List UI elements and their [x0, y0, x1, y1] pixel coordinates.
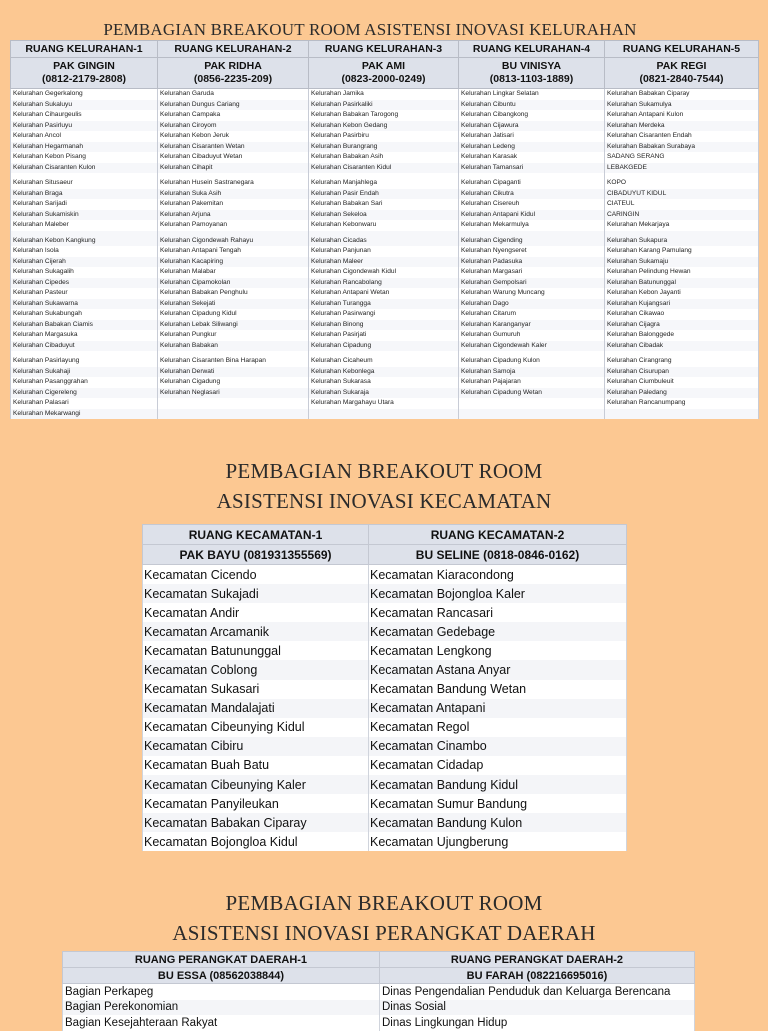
kecamatan-item: Kecamatan Antapani	[369, 699, 627, 718]
kelurahan-item: Kelurahan Cikutra	[459, 189, 605, 200]
kelurahan-item: Kelurahan Isola	[11, 246, 158, 257]
kelurahan-item: Kelurahan Cibadak	[605, 341, 759, 352]
kelurahan-item: Kelurahan Cibangkong	[459, 110, 605, 121]
kelurahan-item: Kelurahan Hegarmanah	[11, 142, 158, 153]
kelurahan-item: Kelurahan Ledeng	[459, 142, 605, 153]
perangkat-item: Bagian Kesejahteraan Rakyat	[63, 1015, 380, 1031]
kelurahan-item: Kelurahan Kebonlega	[309, 367, 459, 378]
kelurahan-item: Kelurahan Cisereuh	[459, 199, 605, 210]
kelurahan-item: Kelurahan Nyengseret	[459, 246, 605, 257]
kelurahan-item: Kelurahan Pasteur	[11, 288, 158, 299]
kelurahan-item: CIBADUYUT KIDUL	[605, 189, 759, 200]
kelurahan-item: Kelurahan Babakan Tarogong	[309, 110, 459, 121]
kelurahan-item: Kelurahan Sukarasa	[309, 377, 459, 388]
kelurahan-item: Kelurahan Cisaranten Wetan	[158, 142, 309, 153]
kecamatan-item: Kecamatan Lengkong	[369, 641, 627, 660]
kecamatan-item: Kecamatan Bandung Kulon	[369, 813, 627, 832]
kelurahan-item: Kelurahan Merdeka	[605, 121, 759, 132]
kelurahan-room-lead: PAK AMI (0823-2000-0249)	[309, 58, 459, 89]
kelurahan-item: Kelurahan Rancanumpang	[605, 398, 759, 409]
kelurahan-item: Kelurahan Babakan Asih	[309, 152, 459, 163]
kelurahan-item: Kelurahan Sukabungah	[11, 309, 158, 320]
kelurahan-item: Kelurahan Cipaganti	[459, 173, 605, 189]
kelurahan-item: Kelurahan Cicadas	[309, 231, 459, 247]
kelurahan-item: Kelurahan Citarum	[459, 309, 605, 320]
kecamatan-item: Kecamatan Bojongloa Kidul	[143, 832, 369, 851]
kelurahan-item: Kelurahan Garuda	[158, 89, 309, 100]
perangkat-item: Dinas Sosial	[380, 1000, 695, 1016]
perangkat-item: Bagian Perkapeg	[63, 984, 380, 1000]
kecamatan-item: Kecamatan Mandalajati	[143, 699, 369, 718]
kelurahan-item: Kelurahan Sukamiskin	[11, 210, 158, 221]
kelurahan-table	[10, 40, 759, 419]
kelurahan-item: Kelurahan Pasirjati	[309, 330, 459, 341]
kelurahan-item: Kelurahan Samoja	[459, 367, 605, 378]
kelurahan-item: Kelurahan Mekarjaya	[605, 220, 759, 231]
perangkat-room-lead: BU FARAH (082216695016)	[380, 968, 695, 984]
kelurahan-item: Kelurahan Balonggede	[605, 330, 759, 341]
kelurahan-item: Kelurahan Karasak	[459, 152, 605, 163]
kelurahan-item: Kelurahan Cisaranten Kulon	[11, 163, 158, 174]
kecamatan-table	[142, 524, 627, 851]
kecamatan-item: Kecamatan Ujungberung	[369, 832, 627, 851]
kecamatan-item: Kecamatan Regol	[369, 718, 627, 737]
kecamatan-item: Kecamatan Astana Anyar	[369, 660, 627, 679]
kelurahan-item: Kelurahan Suka Asih	[158, 189, 309, 200]
kelurahan-item: Kelurahan Antapani Wetan	[309, 288, 459, 299]
kelurahan-item: Kelurahan Cihaurgeulis	[11, 110, 158, 121]
kecamatan-room-header: RUANG KECAMATAN-1	[143, 525, 369, 545]
kelurahan-item: CIATEUL	[605, 199, 759, 210]
kelurahan-item: Kelurahan Sekejati	[158, 299, 309, 310]
kelurahan-item: Kelurahan Antapani Tengah	[158, 246, 309, 257]
kecamatan-item: Kecamatan Arcamanik	[143, 622, 369, 641]
kecamatan-item: Kecamatan Sumur Bandung	[369, 794, 627, 813]
kelurahan-item: Kelurahan Cipadung Kulon	[459, 351, 605, 367]
kelurahan-item: Kelurahan Cikawao	[605, 309, 759, 320]
kelurahan-item: Kelurahan Lingkar Selatan	[459, 89, 605, 100]
kelurahan-item: Kelurahan Babakan Ciamis	[11, 320, 158, 331]
kelurahan-item: Kelurahan Pasirwangi	[309, 309, 459, 320]
kecamatan-room-lead: PAK BAYU (081931355569)	[143, 545, 369, 565]
kelurahan-room-lead: PAK REGI (0821-2840-7544)	[605, 58, 759, 89]
kelurahan-item: Kelurahan Cigondewah Kidul	[309, 267, 459, 278]
kelurahan-item: Kelurahan Situsaeur	[11, 173, 158, 189]
kelurahan-item: Kelurahan Cijawura	[459, 121, 605, 132]
kelurahan-item: Kelurahan Cicaheum	[309, 351, 459, 367]
kelurahan-item: Kelurahan Manjahlega	[309, 173, 459, 189]
kelurahan-title: PEMBAGIAN BREAKOUT ROOM ASISTENSI INOVASI KELURAHAN	[103, 20, 637, 39]
perangkat-room-header: RUANG PERANGKAT DAERAH-2	[380, 952, 695, 968]
perangkat-room-header: RUANG PERANGKAT DAERAH-1	[63, 952, 380, 968]
kelurahan-item: Kelurahan Husein Sastranegara	[158, 173, 309, 189]
kelurahan-item: Kelurahan Cihapit	[158, 163, 309, 174]
kelurahan-item: Kelurahan Mekarwangi	[11, 409, 158, 420]
kecamatan-item: Kecamatan Kiaracondong	[369, 565, 627, 585]
kelurahan-item: Kelurahan Jatisari	[459, 131, 605, 142]
kelurahan-item: Kelurahan Kebon Jayanti	[605, 288, 759, 299]
kelurahan-item: Kelurahan Binong	[309, 320, 459, 331]
kelurahan-item: Kelurahan Burangrang	[309, 142, 459, 153]
kelurahan-item: Kelurahan Sukamulya	[605, 100, 759, 111]
kelurahan-room-header: RUANG KELURAHAN-1	[11, 41, 158, 58]
kelurahan-item: Kelurahan Karanganyar	[459, 320, 605, 331]
kelurahan-item: Kelurahan Babakan Surabaya	[605, 142, 759, 153]
kelurahan-item: Kelurahan Margahayu Utara	[309, 398, 459, 409]
kecamatan-room-lead: BU SELINE (0818-0846-0162)	[369, 545, 627, 565]
perangkat-table	[62, 951, 695, 1031]
kelurahan-item: Kelurahan Sukamaju	[605, 257, 759, 268]
kelurahan-item: Kelurahan Cijerah	[11, 257, 158, 268]
kelurahan-item	[459, 398, 605, 409]
kelurahan-item: Kelurahan Derwati	[158, 367, 309, 378]
kecamatan-item: Kecamatan Cidadap	[369, 756, 627, 775]
kelurahan-item: Kelurahan Campaka	[158, 110, 309, 121]
kelurahan-item: Kelurahan Cipedes	[11, 278, 158, 289]
kelurahan-item: Kelurahan Pamoyanan	[158, 220, 309, 231]
kelurahan-item: Kelurahan Kebon Gedang	[309, 121, 459, 132]
kelurahan-item: Kelurahan Gumuruh	[459, 330, 605, 341]
kelurahan-item: Kelurahan Cigereleng	[11, 388, 158, 399]
kelurahan-item: Kelurahan Kacapiring	[158, 257, 309, 268]
kelurahan-item: Kelurahan Neglasari	[158, 388, 309, 399]
kelurahan-item: Kelurahan Warung Muncang	[459, 288, 605, 299]
kelurahan-item: KOPO	[605, 173, 759, 189]
kecamatan-item: Kecamatan Cicendo	[143, 565, 369, 585]
kelurahan-item: Kelurahan Kujangsari	[605, 299, 759, 310]
kecamatan-item: Kecamatan Sukajadi	[143, 584, 369, 603]
kelurahan-item: Kelurahan Panjunan	[309, 246, 459, 257]
kelurahan-item: Kelurahan Maleber	[11, 220, 158, 231]
kecamatan-item: Kecamatan Cibeunying Kaler	[143, 775, 369, 794]
kelurahan-item: Kelurahan Lebak Siliwangi	[158, 320, 309, 331]
kelurahan-item: Kelurahan Cigondewah Rahayu	[158, 231, 309, 247]
kelurahan-item: Kelurahan Padasuka	[459, 257, 605, 268]
kecamatan-item: Kecamatan Babakan Ciparay	[143, 813, 369, 832]
kecamatan-title: PEMBAGIAN BREAKOUT ROOM ASISTENSI INOVASI KECAMATAN	[216, 459, 552, 513]
kecamatan-item: Kecamatan Bandung Kidul	[369, 775, 627, 794]
perangkat-title: PEMBAGIAN BREAKOUT ROOM ASISTENSI INOVASI PERANGKAT DAERAH	[172, 891, 596, 945]
kecamatan-item: Kecamatan Bojongloa Kaler	[369, 584, 627, 603]
kelurahan-item: Kelurahan Babakan Ciparay	[605, 89, 759, 100]
kelurahan-item: Kelurahan Antapani Kidul	[459, 210, 605, 221]
kelurahan-item: Kelurahan Arjuna	[158, 210, 309, 221]
kelurahan-item: Kelurahan Braga	[11, 189, 158, 200]
kelurahan-item: Kelurahan Cibaduyut	[11, 341, 158, 352]
kelurahan-item: Kelurahan Batununggal	[605, 278, 759, 289]
kelurahan-item: Kelurahan Cipamokolan	[158, 278, 309, 289]
kecamatan-item: Kecamatan Cinambo	[369, 737, 627, 756]
kelurahan-item: Kelurahan Babakan Penghulu	[158, 288, 309, 299]
kelurahan-item: Kelurahan Pelindung Hewan	[605, 267, 759, 278]
kelurahan-item: Kelurahan Paledang	[605, 388, 759, 399]
kelurahan-item: Kelurahan Cijagra	[605, 320, 759, 331]
kelurahan-item: Kelurahan Rancabolang	[309, 278, 459, 289]
kelurahan-item: Kelurahan Pasirluyu	[11, 121, 158, 132]
kelurahan-item: Kelurahan Sekeloa	[309, 210, 459, 221]
kelurahan-item: Kelurahan Pakemitan	[158, 199, 309, 210]
kelurahan-item: Kelurahan Pasanggrahan	[11, 377, 158, 388]
kecamatan-item: Kecamatan Panyileukan	[143, 794, 369, 813]
kelurahan-room-header: RUANG KELURAHAN-5	[605, 41, 759, 58]
kelurahan-item	[158, 409, 309, 420]
kelurahan-room-lead: PAK RIDHA (0856-2235-209)	[158, 58, 309, 89]
kelurahan-item: Kelurahan Karang Pamulang	[605, 246, 759, 257]
kelurahan-item: Kelurahan Cigadung	[158, 377, 309, 388]
perangkat-room-lead: BU ESSA (08562038844)	[63, 968, 380, 984]
kelurahan-item: Kelurahan Ancol	[11, 131, 158, 142]
kelurahan-item: Kelurahan Ciroyom	[158, 121, 309, 132]
kelurahan-item: Kelurahan Turangga	[309, 299, 459, 310]
kelurahan-item: Kelurahan Cipadung Wetan	[459, 388, 605, 399]
kelurahan-item: Kelurahan Sukaraja	[309, 388, 459, 399]
kelurahan-item: Kelurahan Cisaranten Endah	[605, 131, 759, 142]
kecamatan-item: Kecamatan Coblong	[143, 660, 369, 679]
kelurahan-item: Kelurahan Jamika	[309, 89, 459, 100]
kelurahan-item: Kelurahan Ciumbuleuit	[605, 377, 759, 388]
kelurahan-item: Kelurahan Tamansari	[459, 163, 605, 174]
kelurahan-item: Kelurahan Margasari	[459, 267, 605, 278]
kelurahan-room-header: RUANG KELURAHAN-2	[158, 41, 309, 58]
kelurahan-item: Kelurahan Cibaduyut Wetan	[158, 152, 309, 163]
kecamatan-item: Kecamatan Batununggal	[143, 641, 369, 660]
kelurahan-item: Kelurahan Dungus Cariang	[158, 100, 309, 111]
kecamatan-item: Kecamatan Buah Batu	[143, 756, 369, 775]
perangkat-item: Bagian Perekonomian	[63, 1000, 380, 1016]
kelurahan-item: Kelurahan Cirangrang	[605, 351, 759, 367]
kelurahan-item: Kelurahan Babakan	[158, 341, 309, 352]
kelurahan-item: Kelurahan Pungkur	[158, 330, 309, 341]
kelurahan-item: Kelurahan Cisaranten Bina Harapan	[158, 351, 309, 367]
kelurahan-item: Kelurahan Pasirlayung	[11, 351, 158, 367]
kelurahan-item: Kelurahan Pajajaran	[459, 377, 605, 388]
kecamatan-item: Kecamatan Cibeunying Kidul	[143, 718, 369, 737]
kelurahan-item: Kelurahan Cigending	[459, 231, 605, 247]
kelurahan-item: CARINGIN	[605, 210, 759, 221]
kelurahan-item: Kelurahan Gegerkalong	[11, 89, 158, 100]
kecamatan-item: Kecamatan Bandung Wetan	[369, 680, 627, 699]
kelurahan-item: Kelurahan Pasir Endah	[309, 189, 459, 200]
kecamatan-item: Kecamatan Rancasari	[369, 603, 627, 622]
kelurahan-room-lead: BU VINISYA (0813-1103-1889)	[459, 58, 605, 89]
kelurahan-room-header: RUANG KELURAHAN-4	[459, 41, 605, 58]
kelurahan-item: Kelurahan Pasirbiru	[309, 131, 459, 142]
kelurahan-item: Kelurahan Cigondewah Kaler	[459, 341, 605, 352]
kecamatan-item: Kecamatan Sukasari	[143, 680, 369, 699]
kelurahan-item: LEBAKGEDE	[605, 163, 759, 174]
kelurahan-item: Kelurahan Babakan Sari	[309, 199, 459, 210]
kelurahan-item: Kelurahan Malabar	[158, 267, 309, 278]
kelurahan-room-lead: PAK GINGIN (0812-2179-2808)	[11, 58, 158, 89]
kecamatan-item: Kecamatan Gedebage	[369, 622, 627, 641]
kecamatan-item: Kecamatan Cibiru	[143, 737, 369, 756]
kelurahan-item: Kelurahan Kebon Pisang	[11, 152, 158, 163]
kelurahan-item: Kelurahan Sukagalih	[11, 267, 158, 278]
kelurahan-item: Kelurahan Antapani Kulon	[605, 110, 759, 121]
perangkat-item: Dinas Lingkungan Hidup	[380, 1015, 695, 1031]
kelurahan-item: Kelurahan Gempolsari	[459, 278, 605, 289]
kelurahan-item	[158, 398, 309, 409]
kelurahan-item: Kelurahan Kebon Jeruk	[158, 131, 309, 142]
kelurahan-item	[459, 409, 605, 420]
kelurahan-item: Kelurahan Kebonwaru	[309, 220, 459, 231]
kelurahan-item: Kelurahan Cisurupan	[605, 367, 759, 378]
kelurahan-item: Kelurahan Sukapura	[605, 231, 759, 247]
kelurahan-item: Kelurahan Margasuka	[11, 330, 158, 341]
kelurahan-item: Kelurahan Sukawarna	[11, 299, 158, 310]
kelurahan-item: Kelurahan Cipadung	[309, 341, 459, 352]
kelurahan-item: SADANG SERANG	[605, 152, 759, 163]
kelurahan-item: Kelurahan Maleer	[309, 257, 459, 268]
kelurahan-item: Kelurahan Dago	[459, 299, 605, 310]
kelurahan-item: Kelurahan Cibuntu	[459, 100, 605, 111]
kelurahan-room-header: RUANG KELURAHAN-3	[309, 41, 459, 58]
kelurahan-item	[309, 409, 459, 420]
kelurahan-item: Kelurahan Pasirkaliki	[309, 100, 459, 111]
kelurahan-item: Kelurahan Sukaluyu	[11, 100, 158, 111]
kelurahan-item	[605, 409, 759, 420]
kelurahan-item: Kelurahan Kebon Kangkung	[11, 231, 158, 247]
kelurahan-item: Kelurahan Palasari	[11, 398, 158, 409]
kecamatan-room-header: RUANG KECAMATAN-2	[369, 525, 627, 545]
kecamatan-item: Kecamatan Andir	[143, 603, 369, 622]
kelurahan-item: Kelurahan Cipadung Kidul	[158, 309, 309, 320]
perangkat-item: Dinas Pengendalian Penduduk dan Keluarga Berencana	[380, 984, 695, 1000]
kelurahan-item: Kelurahan Cisaranten Kidul	[309, 163, 459, 174]
kelurahan-item: Kelurahan Sarijadi	[11, 199, 158, 210]
kelurahan-item: Kelurahan Mekarmulya	[459, 220, 605, 231]
kelurahan-item: Kelurahan Sukahaji	[11, 367, 158, 378]
